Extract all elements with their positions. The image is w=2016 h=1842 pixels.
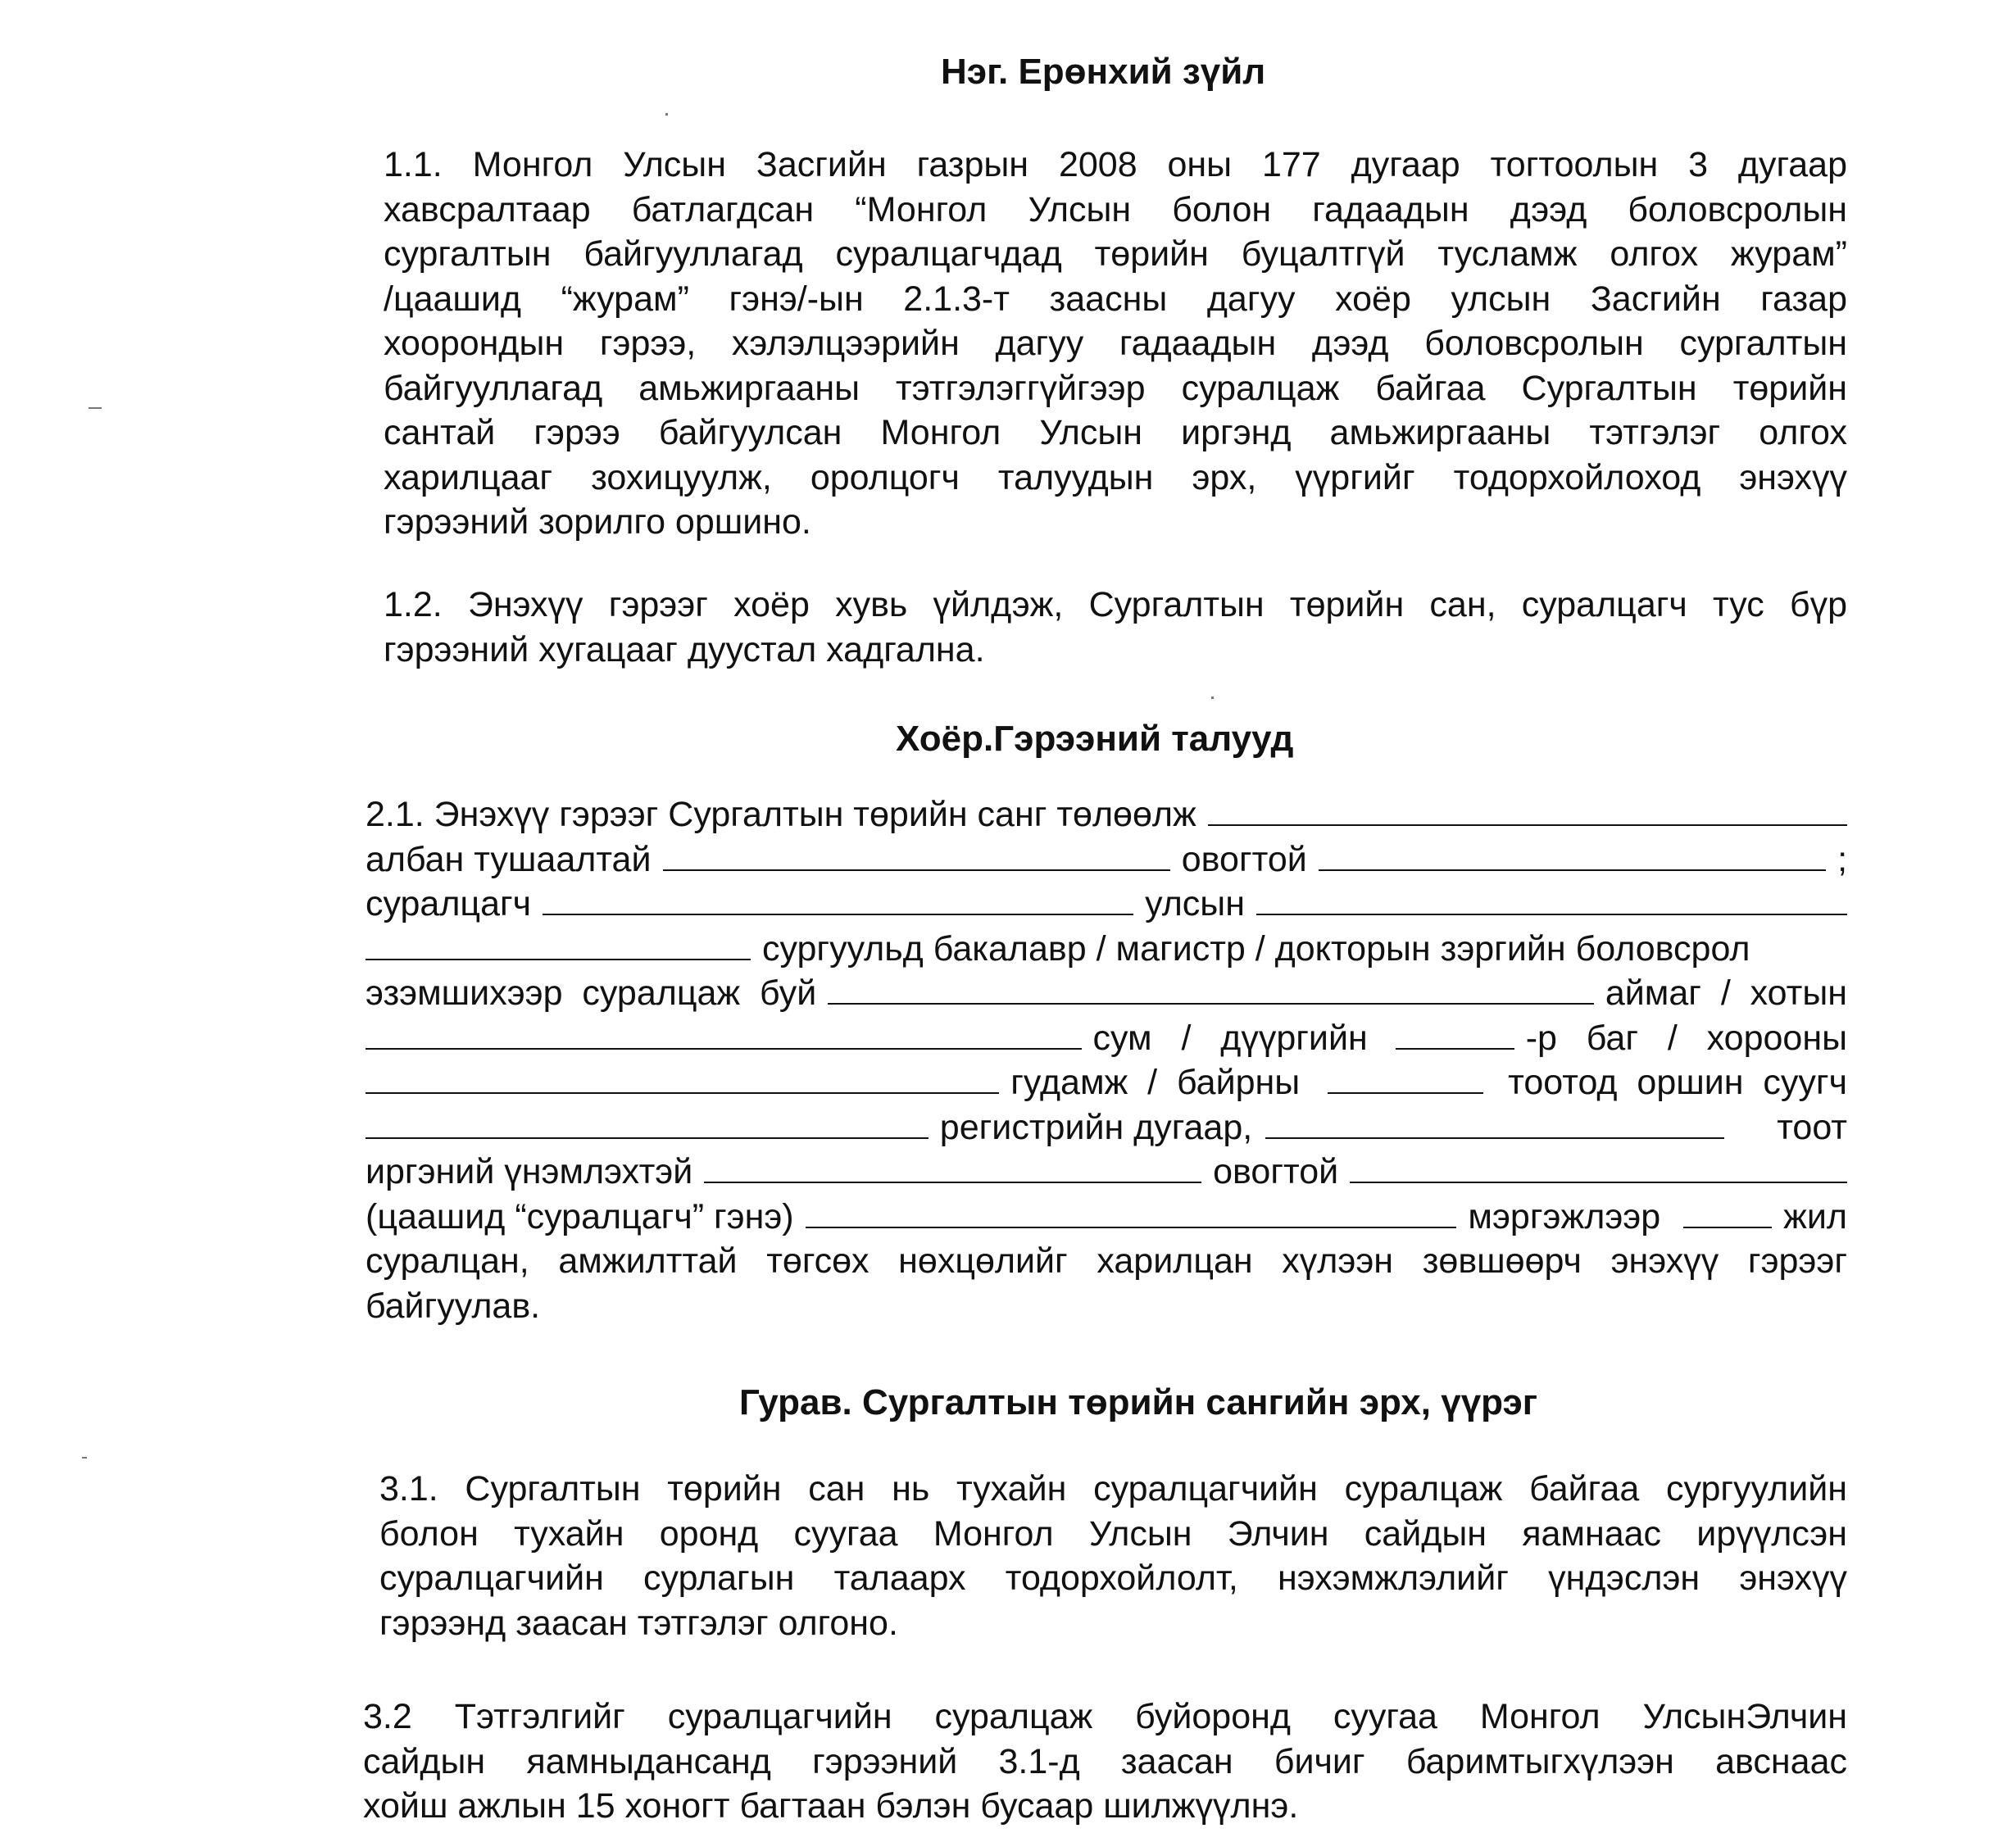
form-row bbox=[366, 795, 1847, 840]
form-label: -р баг / хорооны bbox=[1525, 1018, 1847, 1058]
form-label: аймаг / хотын bbox=[1605, 973, 1847, 1013]
text-line: /цаашид “журам” гэнэ/-ын 2.1.3-т заасны дагуу хоёр улсын Засгийн газар bbox=[384, 279, 1847, 319]
scan-speck bbox=[82, 1457, 87, 1459]
text-line: суралцагчийн сурлагын талаарх тодорхойлолт, нэхэмжлэлийг үндэслэн энэхүү bbox=[379, 1558, 1847, 1598]
form-label: ; bbox=[1837, 839, 1848, 879]
form-label: мэргэжлээр bbox=[1468, 1196, 1661, 1236]
form-row bbox=[366, 1197, 1847, 1242]
text-line: сайдын яамныдансанд гэрээний 3.1-д заасан бичиг баримтыгхүлээн авснаас bbox=[363, 1741, 1847, 1781]
country-field[interactable] bbox=[1256, 889, 1847, 915]
form-label: эзэмшихээр суралцаж буй bbox=[366, 973, 817, 1013]
text-line: харилцааг зохицуулж, оролцогч талуудын эрх, үүргийг тодорхойлоход энэхүү bbox=[384, 457, 1847, 497]
form-label: овогтой bbox=[1181, 839, 1307, 879]
text-line: гэрээний зорилго оршино. bbox=[384, 502, 811, 542]
text-line: болон тухайн оронд суугаа Монгол Улсын Элчин сайдын яамнаас ирүүлсэн bbox=[379, 1513, 1847, 1554]
id-card-field[interactable] bbox=[704, 1157, 1201, 1183]
aimag-city-field[interactable] bbox=[366, 1023, 1082, 1050]
form-label: суралцагч bbox=[366, 884, 532, 923]
text-line: 3.2 Тэтгэлгийг суралцагчийн суралцаж буйоронд суугаа Монгол УлсынЭлчин bbox=[363, 1697, 1847, 1736]
text-line: сургалтын байгууллагад суралцагчдад төрийн буцалтгүй тусламж олгох журам” bbox=[384, 234, 1847, 274]
text-line: сантай гэрээ байгуулсан Монгол Улсын иргэнд амьжиргааны тэтгэлэг олгох bbox=[384, 413, 1847, 452]
street-building-field[interactable] bbox=[1328, 1068, 1483, 1094]
form-label: сургуульд бакалавр / магистр / докторын зэргийн боловсрол bbox=[762, 928, 1750, 969]
study-field[interactable] bbox=[828, 978, 1594, 1005]
apartment-number-field[interactable] bbox=[366, 1113, 929, 1139]
text-line: 1.2. Энэхүү гэрээг хоёр хувь үйлдэж, Сургалтын төрийн сан, суралцагч тус бүр bbox=[384, 585, 1847, 624]
text-line: гэрээний хугацааг дуустал хадгална. bbox=[384, 629, 985, 669]
university-field[interactable] bbox=[366, 934, 751, 960]
form-row bbox=[366, 1063, 1847, 1108]
form-text: байгуулав. bbox=[366, 1286, 541, 1326]
position-field[interactable] bbox=[663, 845, 1170, 871]
form-label: (цаашид “суралцагч” гэнэ) bbox=[366, 1196, 794, 1236]
scan-speck bbox=[1211, 696, 1214, 699]
paragraph-1-2 bbox=[384, 583, 1847, 672]
text-line: 1.1. Монгол Улсын Засгийн газрын 2008 оны 177 дугаар тогтоолын 3 дугаар bbox=[384, 145, 1847, 184]
student-name-field[interactable] bbox=[543, 889, 1133, 915]
form-label: овогтой bbox=[1213, 1152, 1339, 1191]
surname-field[interactable] bbox=[1319, 845, 1826, 871]
major-field[interactable] bbox=[806, 1202, 1457, 1228]
text-line: хавсралтаар батлагдсан “Монгол Улсын болон гадаадын дээд боловсролын bbox=[384, 189, 1847, 229]
form-row bbox=[366, 1286, 1847, 1332]
text-line: хоорондын гэрээ, хэлэлцээрийн дагуу гадаадын дээд боловсролын сургалтын bbox=[384, 324, 1847, 363]
form-label: регистрийн дугаар, bbox=[939, 1107, 1253, 1147]
section-3-heading: Гурав. Сургалтын төрийн сангийн эрх, үүрэг bbox=[739, 1382, 1538, 1422]
soum-district-field[interactable] bbox=[1396, 1023, 1514, 1050]
form-row bbox=[366, 1241, 1847, 1286]
text-line: 3.1. Сургалтын төрийн сан нь тухайн суралцагчийн суралцаж байгаа сургуулийн bbox=[379, 1469, 1847, 1509]
form-row bbox=[366, 929, 1847, 974]
bag-khoroo-field[interactable] bbox=[366, 1068, 999, 1094]
student-surname-field[interactable] bbox=[1350, 1157, 1847, 1183]
form-label: 2.1. Энэхүү гэрээг Сургалтын төрийн санг төлөөлж bbox=[366, 795, 1196, 834]
form-row bbox=[366, 1108, 1847, 1153]
form-label: тоот bbox=[1777, 1107, 1847, 1147]
text-line: байгууллагад амьжиргааны тэтгэлэггүйгээр суралцаж байгаа Сургалтын төрийн bbox=[384, 368, 1847, 408]
register-number-field[interactable] bbox=[1265, 1113, 1724, 1139]
form-label: улсын bbox=[1145, 884, 1245, 923]
scan-speck bbox=[665, 113, 668, 116]
scan-speck bbox=[89, 407, 102, 409]
text-line: хойш ажлын 15 хоногт багтаан бэлэн бусаар шилжүүлнэ. bbox=[363, 1786, 1299, 1826]
section-2-heading: Хоёр.Гэрээний талууд bbox=[896, 719, 1294, 759]
form-label: гудамж / байрны bbox=[1010, 1063, 1301, 1102]
form-row bbox=[366, 973, 1847, 1019]
form-text: суралцан, амжилттай төгсөх нөхцөлийг харилцан хүлээн зөвшөөрч энэхүү гэрээг bbox=[366, 1241, 1847, 1281]
fund-representative-field[interactable] bbox=[1208, 800, 1847, 826]
form-label: иргэний үнэмлэхтэй bbox=[366, 1152, 693, 1191]
form-row bbox=[366, 840, 1847, 885]
form-label: тоотод оршин суугч bbox=[1508, 1063, 1847, 1102]
form-row bbox=[366, 1152, 1847, 1197]
form-row bbox=[366, 884, 1847, 929]
form-label: албан тушаалтай bbox=[366, 839, 652, 879]
text-line: гэрээнд заасан тэтгэлэг олгоно. bbox=[379, 1603, 898, 1643]
section-1-heading: Нэг. Ерөнхий зүйл bbox=[941, 52, 1266, 92]
form-row bbox=[366, 1019, 1847, 1064]
form-label: сум / дүүргийн bbox=[1092, 1018, 1368, 1058]
paragraph-1-1 bbox=[384, 143, 1847, 545]
paragraph-3-1 bbox=[379, 1467, 1847, 1645]
years-field[interactable] bbox=[1683, 1202, 1772, 1228]
parties-form bbox=[366, 795, 1847, 1331]
form-label: жил bbox=[1783, 1196, 1847, 1236]
paragraph-3-2 bbox=[363, 1695, 1847, 1829]
